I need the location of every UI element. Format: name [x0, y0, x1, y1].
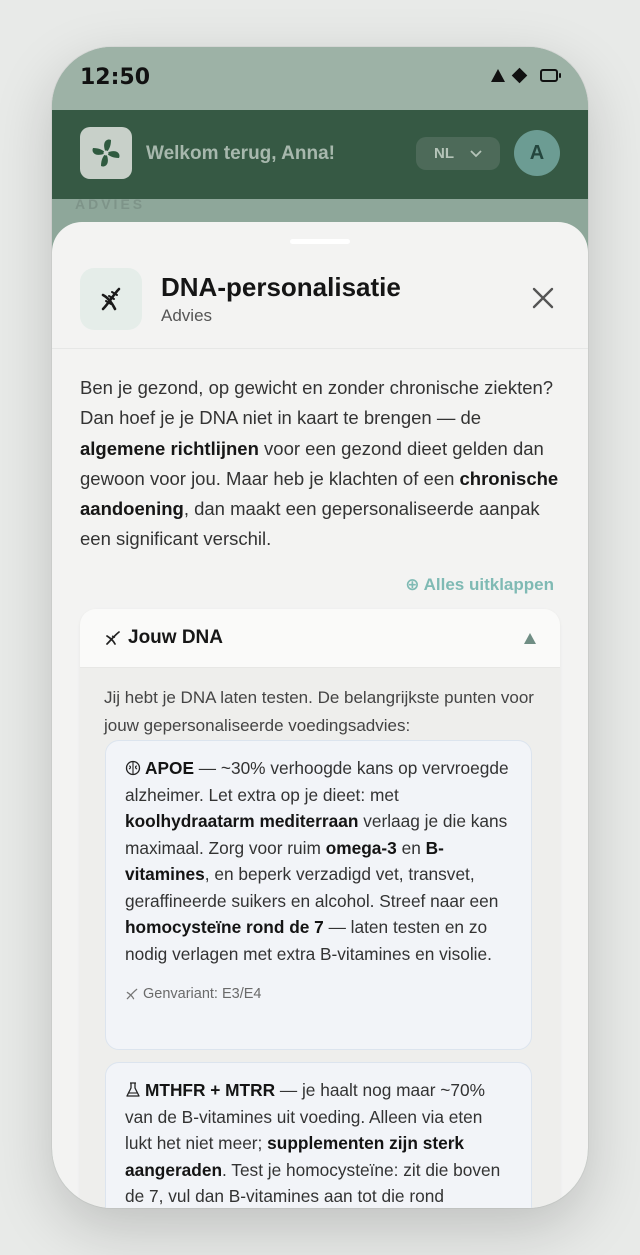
- wifi-icon: [512, 68, 528, 84]
- gene-card-mthfr: [105, 1062, 532, 1208]
- battery-icon: [540, 69, 558, 82]
- sheet-grabber[interactable]: [290, 239, 350, 244]
- gene-text: APOE — ~30% verhoogde kans op vervroegde alzheimer. Let extra op je dieet: met koolhydraatarm mediterraan verlaag je die kans maximaal. Zorg voor ruim omega-3 en B-vitamines, en beperk verzadigd vet, transvet, geraffineerde suikers en alcohol. Streef naar een homocysteïne rond de 7 — laten testen en zo nodig verlagen met extra B-vitamines en visolie.: [125, 758, 509, 964]
- avatar[interactable]: A: [514, 130, 560, 176]
- bottom-sheet: [52, 222, 588, 1208]
- close-button[interactable]: [528, 283, 558, 313]
- status-time: 12:50: [80, 65, 151, 90]
- app-logo-icon[interactable]: [80, 127, 132, 179]
- chevron-down-icon: [470, 150, 482, 158]
- gene-variant: Genvariant: E3/E4: [125, 981, 511, 1008]
- signal-icon: [491, 69, 505, 82]
- dna-card-intro: Jij hebt je DNA laten testen. De belangrijkste punten voor jouw gepersonaliseerde voedingsadvies:: [104, 688, 534, 735]
- app-header: [52, 110, 588, 199]
- status-icons: [491, 69, 558, 82]
- sheet-header: [52, 222, 588, 349]
- intro-text: Ben je gezond, op gewicht en zonder chronische ziekten? Dan hoef je je DNA niet in kaart te brengen — de algemene richtlijnen voor een gezond dieet gelden dan gewoon voor jou. Maar heb je klachten of een chronische aandoening, dan maakt een gepersonaliseerde aanpak een significant verschil.: [80, 377, 559, 550]
- sheet-title: DNA-personalisatie: [161, 272, 401, 302]
- dna-card-header[interactable]: [80, 609, 560, 668]
- section-label: ADVIES: [75, 196, 146, 212]
- dna-small-icon: [104, 629, 122, 647]
- collapse-caret-icon[interactable]: [524, 633, 536, 644]
- welcome-text: Welkom terug, Anna!: [146, 143, 335, 164]
- dna-card: [80, 609, 560, 1208]
- language-label: NL: [434, 145, 454, 162]
- gene-text: MTHFR + MTRR — je haalt nog maar ~70% van de B-vitamines uit voeding. Alleen via eten lukt het niet meer; supplementen zijn sterk aangeraden. Test je homocysteïne: zit die boven de 7, vul dan B-vitamines aan tot die rond: [125, 1080, 501, 1206]
- close-icon: [532, 287, 554, 309]
- dna-card-title: Jouw DNA: [128, 627, 223, 648]
- expand-all-button[interactable]: ⊕ Alles uitklappen: [405, 575, 554, 594]
- gene-card-apoe: [105, 740, 532, 1050]
- dna-small-icon: [125, 987, 139, 1001]
- language-selector[interactable]: [416, 137, 500, 170]
- sheet-subtitle: Advies: [161, 306, 213, 325]
- phone-frame: [52, 47, 588, 1208]
- status-bar: [52, 47, 588, 110]
- brain-icon: [125, 760, 141, 776]
- flask-icon: [125, 1082, 141, 1098]
- dna-icon: [80, 268, 142, 330]
